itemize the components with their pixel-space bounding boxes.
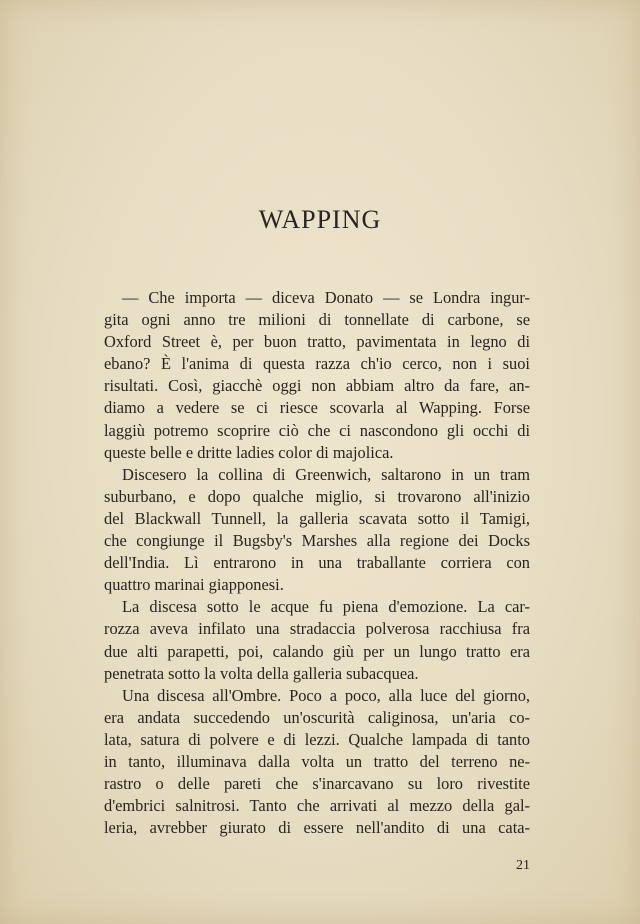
- chapter-title: WAPPING: [258, 205, 382, 234]
- page-number: 21: [516, 858, 530, 873]
- text-line: laggiù potremo scoprire ciò che ci nascondono gli occhi di: [104, 420, 530, 440]
- text-line: che congiunge il Bugsby's Marshes alla regione dei Docks: [104, 531, 530, 551]
- text-line: d'embrici salnitrosi. Tanto che arrivati al mezzo della gal-: [104, 796, 530, 816]
- text-line: in tanto, illuminava dalla volta un tratto del terreno ne-: [104, 751, 530, 771]
- text-line: queste belle e dritte ladies color di majolica.: [104, 442, 394, 462]
- text-line: lata, satura di polvere e di lezzi. Qualche lampada di tanto: [104, 729, 530, 749]
- text-line: suburbano, e dopo qualche miglio, si trovarono all'inizio: [104, 486, 530, 506]
- text-line: era andata succedendo un'oscurità caliginosa, un'aria co-: [104, 707, 530, 727]
- text-line: Discesero la collina di Greenwich, saltarono in un tram: [122, 464, 530, 484]
- text-line: due alti parapetti, poi, calando giù per un lungo tratto era: [104, 641, 530, 661]
- text-line: Una discesa all'Ombre. Poco a poco, alla luce del giorno,: [122, 685, 530, 705]
- text-line: del Blackwall Tunnell, la galleria scavata sotto il Tamigi,: [104, 508, 530, 528]
- text-line: ebano? È l'anima di questa razza ch'io cerco, non i suoi: [104, 354, 530, 374]
- text-line: — Che importa — diceva Donato — se Londra ingur-: [122, 288, 530, 307]
- text-line: dell'India. Lì entrarono in una traballante corriera con: [104, 553, 530, 573]
- text-line: quattro marinai giapponesi.: [104, 575, 284, 595]
- body-text: [104, 287, 530, 839]
- text-line: Oxford Street è, per buon tratto, pavimentata in legno di: [104, 332, 530, 352]
- text-line: penetrata sotto la volta della galleria subacquea.: [104, 663, 419, 683]
- text-line: La discesa sotto le acque fu piena d'emozione. La car-: [122, 597, 530, 617]
- text-line: rozza aveva infilato una stradaccia polverosa racchiusa fra: [104, 619, 530, 639]
- text-line: risultati. Così, giacchè oggi non abbiam altro da fare, an-: [104, 376, 530, 396]
- text-line: diamo a vedere se ci riesce scovarla al Wapping. Forse: [104, 398, 530, 418]
- text-line: leria, avrebber giurato di essere nell'andito di una cata-: [104, 818, 530, 838]
- text-line: gita ogni anno tre milioni di tonnellate di carbone, se: [104, 310, 530, 330]
- text-line: rastro o delle pareti che s'inarcavano su loro rivestite: [104, 774, 530, 794]
